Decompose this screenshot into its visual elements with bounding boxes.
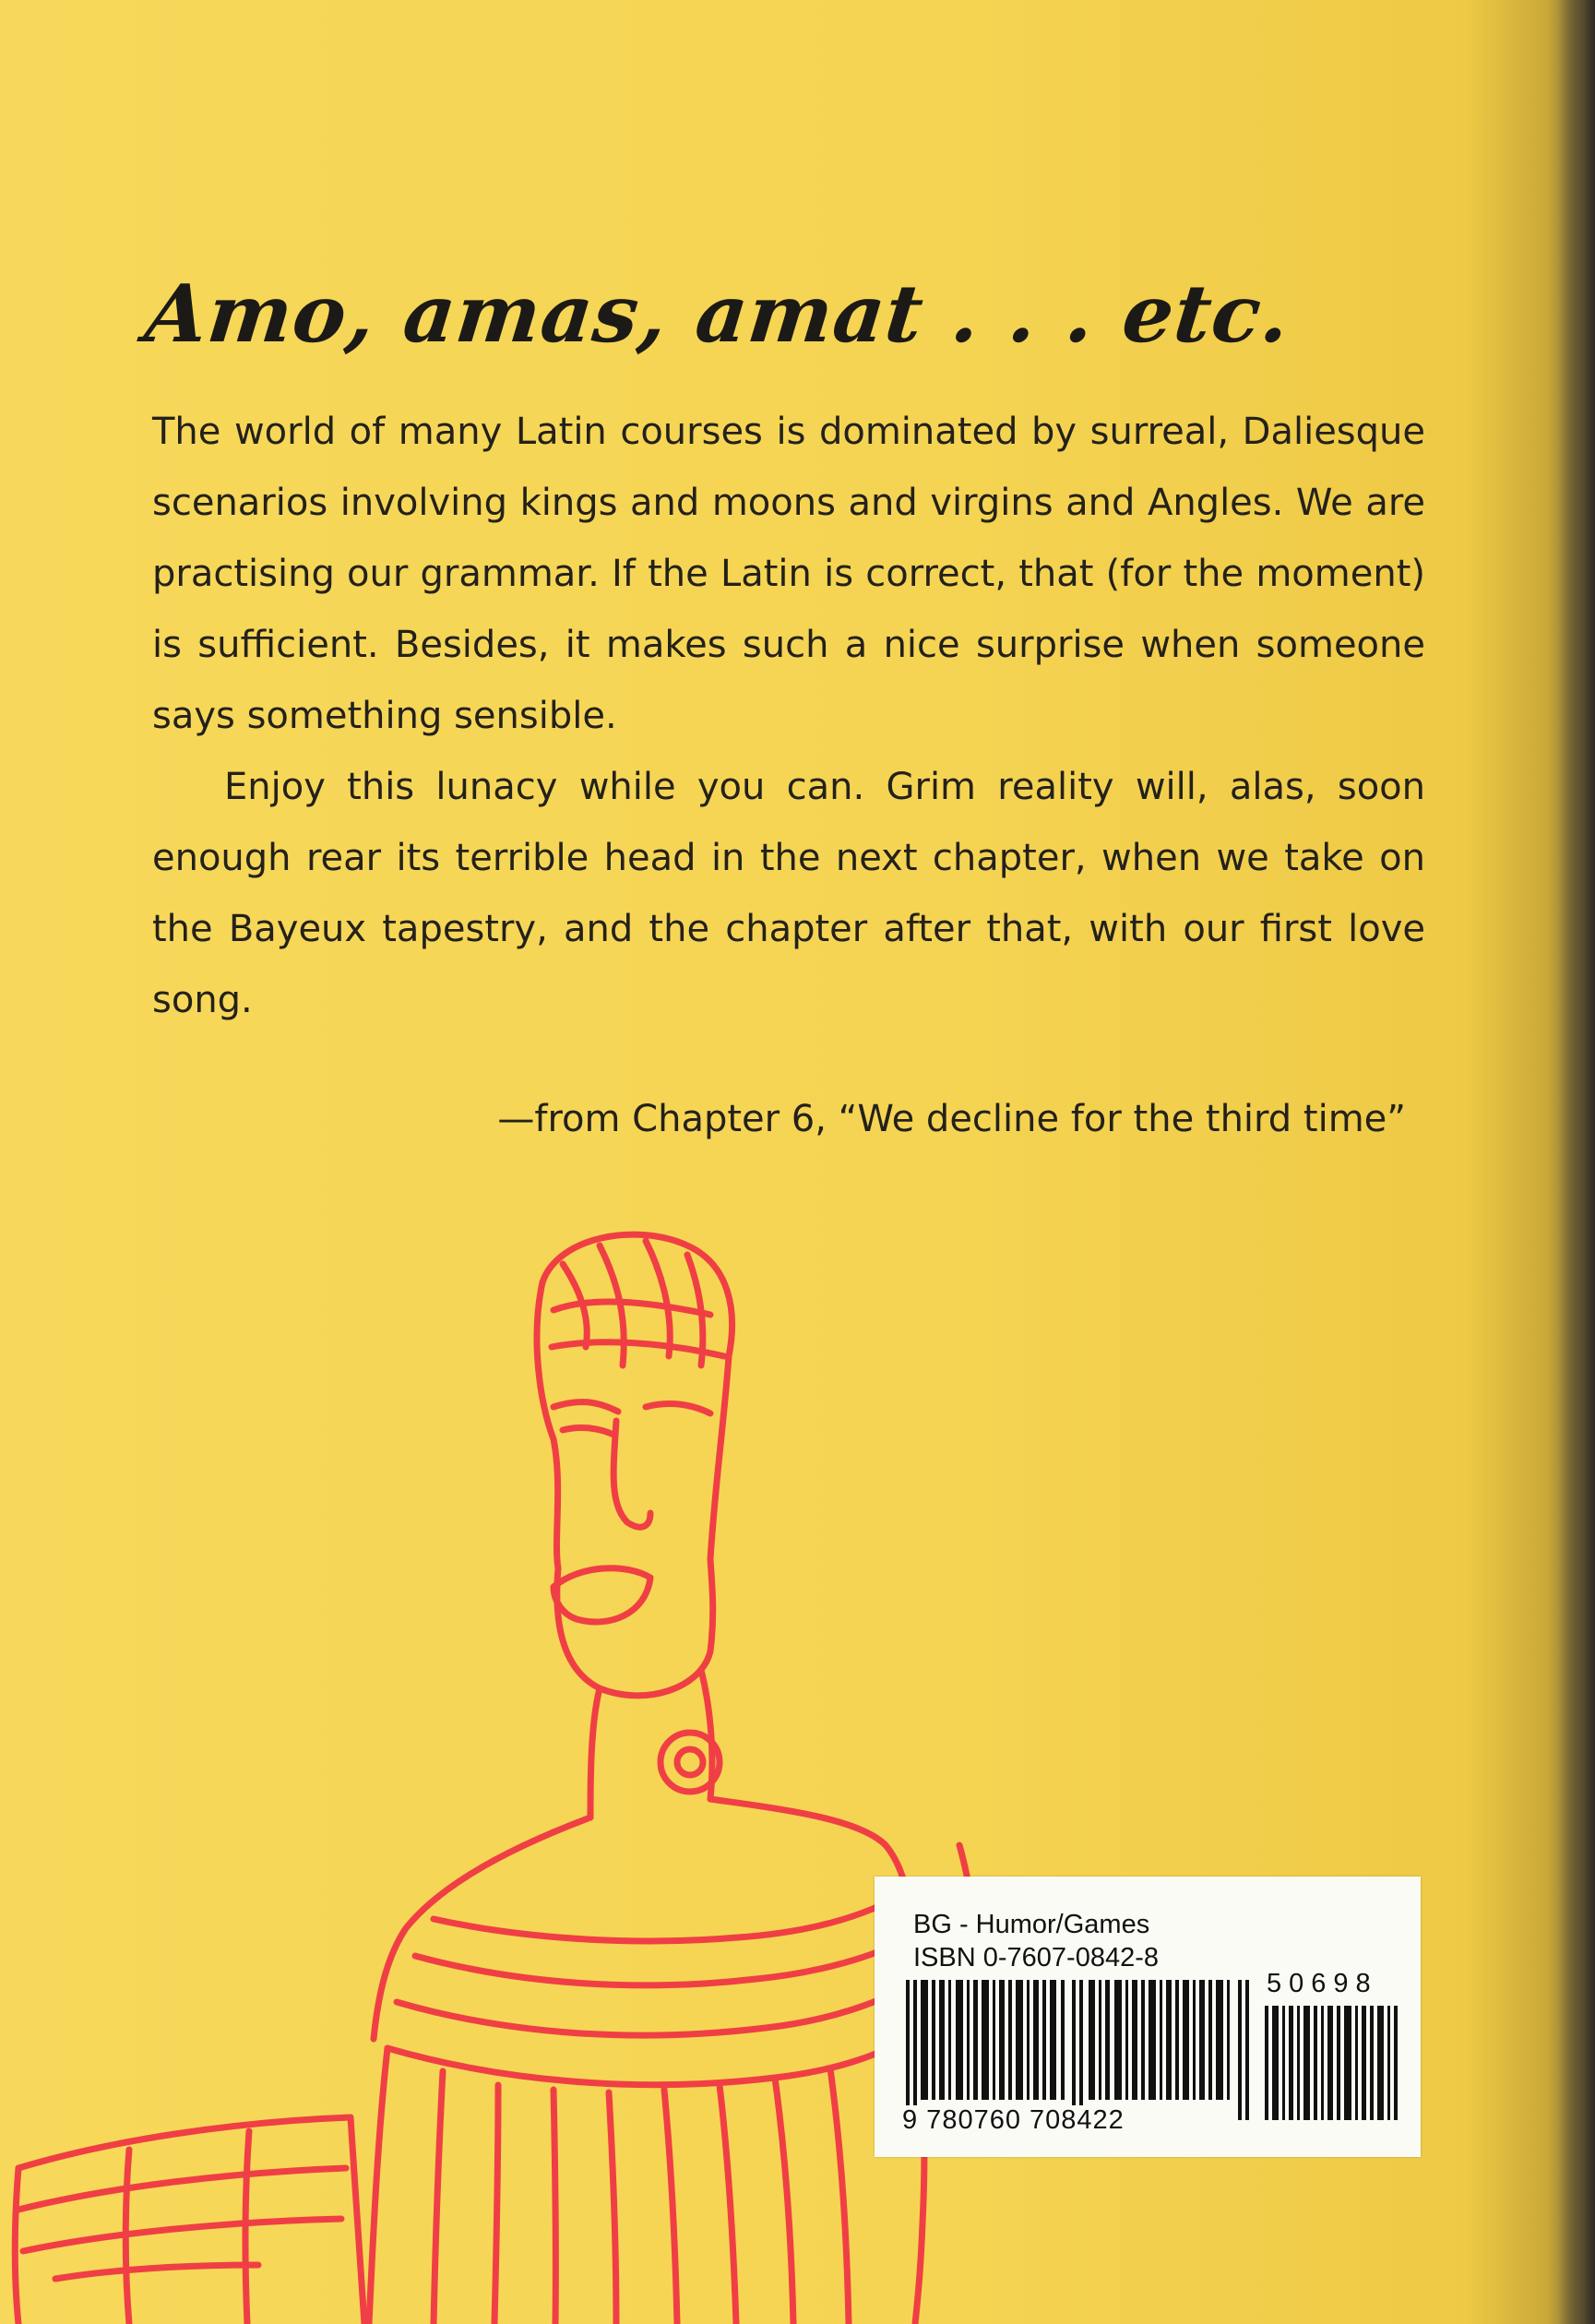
blurb-paragraph-1: The world of many Latin courses is dominated by surreal, Daliesque scenarios involving kings and moons and virgins and Angles. We are practising our grammar. If the Latin is correct, that (for the moment) is sufficient. Besides, it makes such a nice surprise when someone says something sensible. — [152, 411, 1425, 737]
blurb-text — [152, 397, 1425, 1036]
blurb-paragraph-2: Enjoy this lunacy while you can. Grim reality will, alas, soon enough rear its terrible head in the next chapter, when we take on the Bayeux tapestry, and the chapter after that, with our first love song. — [152, 766, 1425, 1021]
isbn-label: ISBN 0-7607-0842-8 — [913, 1943, 1159, 1972]
price-sticker — [875, 1877, 1421, 2157]
ean-digits: 9 780760 708422 — [902, 2105, 1125, 2135]
cover-heading: Amo, amas, amat . . . etc. — [140, 268, 1295, 361]
barcode-icon — [906, 1980, 1256, 2120]
spine-edge — [1558, 0, 1595, 2324]
addon-barcode-icon — [1265, 2006, 1399, 2120]
chapter-attribution: —from Chapter 6, “We decline for the third time” — [497, 1098, 1406, 1140]
addon-digits: 50698 — [1267, 1969, 1378, 1998]
category-label: BG - Humor/Games — [913, 1910, 1150, 1939]
roman-senator-drawing-icon — [0, 1209, 1015, 2324]
